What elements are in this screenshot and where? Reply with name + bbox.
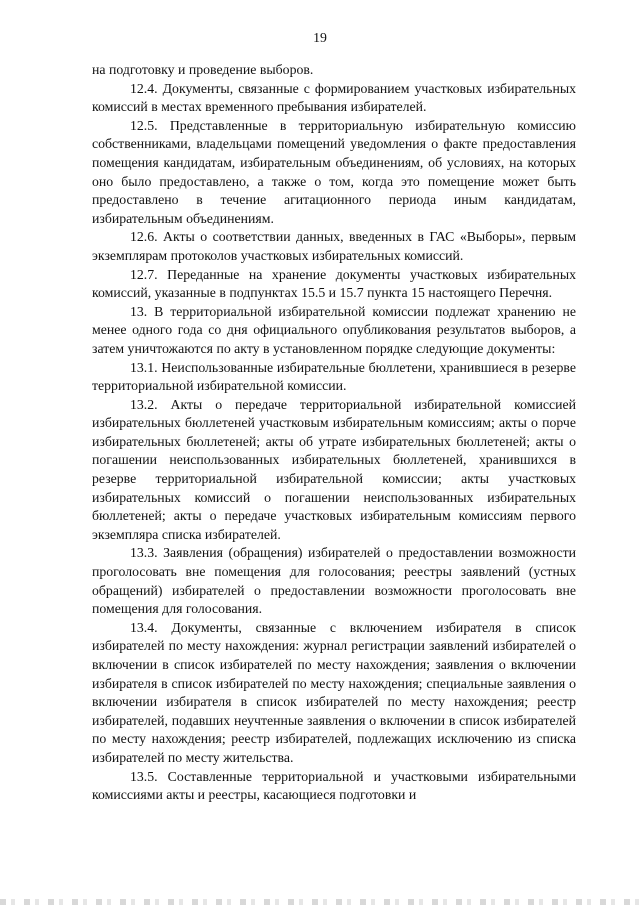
paragraph-13-4: 13.4. Документы, связанные с включением избирателя в список избирателей по месту нахождения: журнал регистрации заявлений избирателей о включении в список избирателей по месту нахождения; заявления о включении избирателя в список избирателей по месту нахождения; специальные заявления о включении избирателя в список избирателей по месту нахождения; реестр избирателей, подавших неучтенные заявления о включении в список избирателей по месту нахождения; реестр избирателей, подлежащих исключению из списка избирателей по месту жительства. <box>92 619 576 765</box>
paragraph-12-6: 12.6. Акты о соответствии данных, введенных в ГАС «Выборы», первым экземплярам протоколов участковых избирательных комиссий. <box>92 229 576 263</box>
scan-edge-artifact <box>0 899 640 905</box>
paragraph-12-5: 12.5. Представленные в территориальную избирательную комиссию собственниками, владельцами помещений уведомления о факте предоставления помещения кандидатам, избирательным объединениям, об условиях, на которых оно было предоставлено, а также о том, когда это помещение может быть предоставлено в течение агитационного периода иным кандидатам, избирательным объединениям. <box>92 117 576 226</box>
paragraph-13-1: 13.1. Неиспользованные избирательные бюллетени, хранившиеся в резерве территориальной избирательной комиссии. <box>92 359 576 394</box>
page-number: 19 <box>313 30 327 45</box>
paragraph-13-5: 13.5. Составленные территориальной и участковыми избирательными комиссиями акты и реестры, касающиеся подготовки и <box>92 768 576 803</box>
paragraph-13-2: 13.2. Акты о передаче территориальной избирательной комиссией избирательных бюллетеней участковым избирательным комиссиям; акты о порче избирательных бюллетеней; акты об утрате избирательных бюллетеней; акты о погашении неиспользованных избирательных бюллетеней, хранившихся в резерве территориальной избирательной комиссии; акты участковых избирательных комиссий о погашении неиспользованных избирательных бюллетеней; акты о передаче участковых избирательным комиссиям первого экземпляра списка избирателей. <box>92 396 576 542</box>
paragraph-13-3: 13.3. Заявления (обращения) избирателей о предоставлении возможности проголосовать вне помещения для голосования; реестры заявлений (устных обращений) избирателей о предоставлении возможности проголосовать вне помещения для голосования. <box>92 545 576 617</box>
document-body <box>92 61 576 805</box>
paragraph-continuation: на подготовку и проведение выборов. <box>92 62 314 77</box>
paragraph-13: 13. В территориальной избирательной комиссии подлежат хранению не менее одного года со дня официального опубликования результатов выборов, а затем уничтожаются по акту в установленном порядке следующие документы: <box>92 303 576 356</box>
paragraph-12-7: 12.7. Переданные на хранение документы участковых избирательных комиссий, указанные в подпунктах 15.5 и 15.7 пункта 15 настоящего Перечня. <box>92 266 576 301</box>
paragraph-12-4: 12.4. Документы, связанные с формированием участковых избирательных комиссий в местах временного пребывания избирателей. <box>92 80 576 115</box>
